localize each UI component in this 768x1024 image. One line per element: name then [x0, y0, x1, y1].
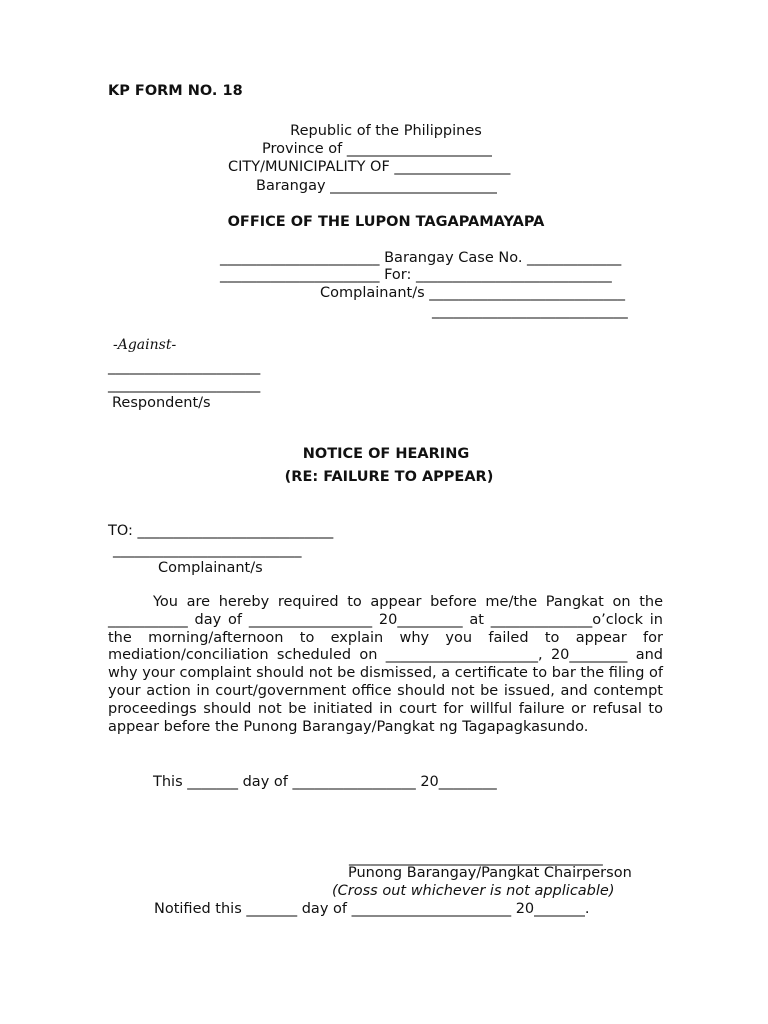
respondent-blank-2: _____________________ [108, 377, 261, 393]
dated-line: This _______ day of _________________ 20________ [153, 774, 497, 790]
republic-line: Republic of the Philippines [290, 123, 482, 139]
city-municipality-line: CITY/MUNICIPALITY OF ________________ [228, 159, 511, 175]
signatory-title: Punong Barangay/Pangkat Chairperson [348, 865, 632, 881]
notice-body [108, 594, 663, 736]
cross-out-note: (Cross out whichever is not applicable) [332, 883, 615, 899]
office-title: OFFICE OF THE LUPON TAGAPAMAYAPA [227, 214, 545, 230]
complainant-caption-line: Complainant/s ___________________________ [320, 285, 626, 301]
province-line: Province of ____________________ [262, 141, 492, 157]
case-for-line: ______________________ For: ___________________________ [220, 267, 612, 283]
form-number: KP FORM NO. 18 [108, 83, 243, 99]
respondent-blank-1: _____________________ [108, 359, 261, 375]
complainant-extra-line: ___________________________ [432, 303, 628, 319]
notice-subtitle: (RE: FAILURE TO APPEAR) [284, 469, 494, 485]
notice-title: NOTICE OF HEARING [302, 446, 470, 462]
case-number-line: ______________________ Barangay Case No. _____________ [220, 250, 622, 266]
signature-line: ___________________________________ [349, 850, 603, 866]
addressee-label: Complainant/s [158, 560, 263, 576]
against-label: -Against- [113, 337, 177, 353]
notice-body-text: You are hereby required to appear before me/the Pangkat on the ___________ day of _________________ 20_________ at ______________o’clock in the morning/afternoon to explain why you failed to appear for mediation/conciliation scheduled on _____________________, 20________ and why your complaint should not be dismissed, a certificate to bar the filing of your action in court/government office should not be issued, and contempt proceedings should not be initiated in court for willful failure or refusal to appear before the Punong Barangay/Pangkat ng Tagapagkasundo. [108, 594, 663, 735]
respondent-label: Respondent/s [112, 395, 211, 411]
to-line: TO: ___________________________ [108, 523, 334, 539]
barangay-line: Barangay _______________________ [256, 178, 497, 194]
addressee-blank: __________________________ [113, 542, 302, 558]
notified-line: Notified this _______ day of ______________________ 20_______. [154, 901, 590, 917]
